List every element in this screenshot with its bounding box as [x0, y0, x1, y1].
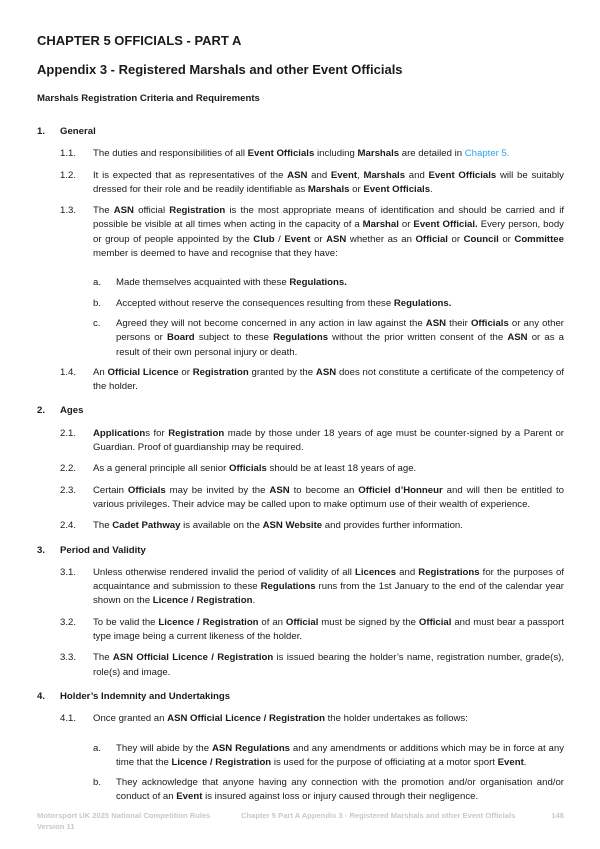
bold-term: Licences	[354, 566, 397, 578]
bold-term: Registration	[192, 366, 249, 378]
text-run: Accepted without reserve the consequences resulting from these	[116, 297, 394, 309]
bold-term: Registration	[168, 427, 225, 439]
clause	[60, 519, 564, 533]
bold-term: ASN	[287, 169, 308, 181]
clause-number: 2.2.	[60, 463, 77, 475]
text-run: .	[523, 756, 527, 768]
clause-text	[93, 147, 564, 161]
bold-term: Council	[463, 233, 499, 245]
text-run: member is deemed to have and recognise that they have:	[93, 248, 338, 260]
text-run: They acknowledge that anyone having any connection with the promotion and/or organisation and/or conduct of an	[116, 777, 564, 803]
bold-term: Event	[330, 169, 358, 181]
text-run: is used for the purpose of officiating at a motor sport	[271, 756, 498, 768]
bold-term: Registrations	[418, 566, 480, 578]
bold-term: Regulations.	[289, 277, 347, 289]
text-run: their	[446, 317, 471, 329]
text-run: Certain	[93, 484, 128, 496]
clause-number: 2.3.	[60, 484, 77, 496]
clause-number: 3.3.	[60, 652, 77, 664]
clause-text	[93, 169, 564, 198]
sub-clause-text	[116, 776, 564, 805]
clause-text	[93, 204, 564, 261]
text-run: or any other persons or	[116, 317, 564, 344]
bold-term: Event	[176, 791, 203, 803]
text-run: is available on the	[180, 520, 263, 532]
text-run: whether as an	[346, 233, 416, 245]
bold-term: ASN	[315, 366, 337, 378]
sub-clause	[93, 742, 564, 771]
bold-term: Officials	[229, 463, 267, 475]
text-run: and provides further information.	[322, 520, 463, 532]
text-run: must be signed by the	[318, 616, 419, 628]
clause-number: 1.3.	[60, 205, 77, 217]
footer-version: Version 11	[37, 822, 75, 831]
section-title: General	[60, 126, 96, 137]
text-run: made by those under 18 years of age must be counter-signed by a Parent or Guardian. Proof of guardianship may be required.	[93, 427, 565, 454]
section-subtitle: Marshals Registration Criteria and Requirements	[37, 93, 260, 104]
text-run: The	[93, 520, 113, 532]
bold-term: Licence / Registration	[158, 616, 259, 628]
clause-number: 1.4.	[60, 366, 77, 378]
text-run: are detailed in	[399, 148, 465, 160]
clause-text	[93, 519, 564, 533]
text-run: should be at least 18 years of age.	[266, 463, 417, 475]
section-heading	[37, 404, 564, 418]
text-run: does not constitute a certificate of the competency of the holder.	[93, 366, 564, 393]
text-run: The	[93, 205, 114, 217]
clause-number: 2.1.	[60, 427, 77, 439]
bold-term: Officials	[470, 317, 509, 329]
text-run: or	[178, 366, 193, 378]
text-run: The duties and responsibilities of all	[93, 148, 248, 160]
bold-term: Officiel d’Honneur	[358, 484, 443, 496]
text-run: It is expected that as representatives of the	[93, 169, 288, 181]
clause	[60, 147, 564, 161]
section-title: Period and Validity	[60, 544, 146, 556]
sub-clause	[93, 317, 564, 360]
footer-chapter: Chapter 5 Part A Appendix 3 - Registered Marshals and other Event Officials	[241, 811, 516, 820]
appendix-title: Appendix 3 - Registered Marshals and other Event Officials	[37, 62, 403, 77]
bold-term: ASN	[425, 317, 447, 329]
bold-term: Official	[418, 616, 452, 628]
text-run: or	[310, 233, 327, 245]
chapter-title: CHAPTER 5 OFFICIALS - PART A	[37, 33, 242, 48]
bold-term: Licence / Registration	[171, 756, 272, 768]
bold-term: ASN	[113, 205, 134, 217]
section-heading	[37, 690, 564, 704]
text-run: and will then be entitled to various privileges. Their advice may be called upon to make optimum use of their wealth of experience.	[93, 484, 564, 510]
text-run: Made themselves acquainted with these	[116, 277, 290, 289]
text-run: or	[447, 233, 464, 245]
clause-text	[93, 366, 564, 395]
text-run: and	[307, 169, 331, 181]
bold-term: Board	[166, 332, 195, 344]
bold-term: Event Official.	[413, 219, 478, 231]
bold-term: ASN	[326, 233, 347, 245]
sub-clause	[93, 776, 564, 805]
text-run: subject to these	[194, 332, 274, 344]
bold-term: Marshal	[362, 219, 399, 231]
sub-clause-letter: a.	[93, 742, 102, 754]
clause-text	[93, 462, 564, 476]
clause-text	[93, 616, 564, 645]
sub-clause-text	[116, 317, 564, 360]
text-run: .	[430, 183, 433, 195]
bold-term: Official Licence	[107, 366, 179, 378]
text-run: the holder undertakes as follows:	[324, 713, 468, 725]
text-run: runs from the 1st January to the end of the calendar year shown on the	[93, 581, 564, 607]
text-run: or	[349, 183, 364, 195]
clause	[60, 712, 564, 726]
clause-text	[93, 427, 564, 456]
section-number: 3.	[37, 544, 46, 556]
text-run: ,	[357, 169, 364, 181]
bold-term: Regulations	[260, 581, 316, 593]
text-run: is the most appropriate means of identification and should be carried and if possible be visible at all times when acting in the capacity of a	[93, 205, 564, 231]
text-run: The	[93, 652, 113, 664]
bold-term: Event	[497, 756, 524, 768]
clause-number: 1.1.	[60, 148, 77, 160]
text-run: may be invited by the	[165, 484, 270, 496]
clause	[60, 651, 564, 680]
text-run: granted by the	[248, 366, 316, 378]
sub-clause-letter: b.	[93, 777, 102, 789]
bold-term: ASN	[507, 332, 528, 344]
text-run: and	[396, 566, 419, 578]
clause	[60, 566, 564, 609]
text-run: s for	[145, 427, 169, 439]
text-run: will be suitably dressed for their role and be readily identifiable as	[93, 169, 564, 195]
text-run: and must bear a passport type image being a current likeness of the holder.	[93, 616, 564, 643]
bold-term: Committee	[514, 233, 564, 245]
clause-text	[93, 712, 564, 726]
text-run: or	[498, 233, 515, 245]
bold-term: Regulations.	[393, 297, 452, 309]
text-run: /	[274, 233, 285, 245]
bold-term: ASN Regulations	[211, 742, 291, 754]
sub-clause-letter: b.	[93, 297, 102, 309]
text-run: They will abide by the	[116, 742, 212, 754]
text-run: is issued bearing the holder’s name, registration number, grade(s), role(s) and image.	[93, 652, 564, 678]
text-run: for the purposes of acquaintance and submission to these	[93, 566, 564, 593]
bold-term: Licence / Registration	[152, 595, 253, 607]
sub-clause-letter: a.	[93, 277, 102, 289]
section-heading	[37, 125, 564, 139]
text-run: Every person, body or group of people appointed by the	[93, 219, 564, 245]
document-body	[37, 125, 564, 811]
text-run: An	[93, 366, 108, 378]
spacer	[37, 734, 564, 742]
text-run: and any amendments or additions which may be in force at any time that the	[116, 742, 565, 768]
bold-term: Event Officials	[363, 183, 431, 195]
clause-text	[93, 566, 564, 609]
section-number: 2.	[37, 405, 46, 417]
clause	[60, 169, 564, 198]
text-run: or as a result of their own personal injury or death.	[116, 332, 565, 358]
clause-number: 2.4.	[60, 520, 77, 532]
bold-term: Regulations	[273, 332, 329, 344]
text-run: As a general principle all senior	[93, 463, 229, 475]
bold-term: Official	[285, 616, 319, 628]
text-run: To be valid the	[93, 616, 159, 628]
clause	[60, 462, 564, 476]
sub-clause-letter: c.	[93, 317, 101, 329]
clause-number: 3.1.	[60, 566, 77, 578]
bold-term: Event	[284, 233, 311, 245]
section-number: 4.	[37, 690, 46, 702]
clause-number: 3.2.	[60, 616, 77, 628]
chapter-link[interactable]: Chapter 5.	[464, 148, 510, 160]
sub-clause	[93, 276, 564, 290]
text-run: and	[405, 169, 429, 181]
text-run: is insured against loss or injury caused through their negligence.	[202, 791, 479, 803]
text-run: without the prior written consent of the	[328, 332, 508, 344]
section-title: Ages	[60, 405, 84, 417]
page-number: 148	[551, 811, 564, 820]
sub-clause-text	[116, 297, 564, 311]
bold-term: Official	[415, 233, 448, 245]
clause-number: 4.1.	[60, 713, 77, 725]
sub-clause	[93, 297, 564, 311]
bold-term: Application	[93, 427, 146, 439]
clause-number: 1.2.	[60, 169, 77, 181]
text-run: Unless otherwise rendered invalid the period of validity of all	[93, 566, 355, 578]
text-run: official	[133, 205, 170, 217]
sub-clause-text	[116, 742, 564, 771]
spacer	[37, 268, 564, 276]
bold-term: Cadet Pathway	[112, 520, 181, 532]
text-run: Agreed they will not become concerned in any action in law against the	[116, 317, 426, 329]
section-title: Holder’s Indemnity and Undertakings	[60, 690, 231, 702]
clause	[60, 366, 564, 395]
clause	[60, 427, 564, 456]
bold-term: Officials	[127, 484, 166, 496]
bold-term: Event Officials	[428, 169, 497, 181]
bold-term: Club	[253, 233, 275, 245]
clause	[60, 616, 564, 645]
bold-term: ASN Official Licence / Registration	[112, 652, 274, 664]
bold-term: ASN	[269, 484, 290, 496]
text-run: or	[398, 219, 414, 231]
bold-term: Marshals	[357, 148, 400, 160]
section-number: 1.	[37, 126, 46, 137]
clause	[60, 484, 564, 513]
text-run: to become an	[289, 484, 359, 496]
clause-text	[93, 651, 564, 680]
bold-term: Marshals	[307, 183, 350, 195]
bold-term: ASN Official Licence / Registration	[167, 713, 325, 725]
clause	[60, 204, 564, 261]
clause-text	[93, 484, 564, 513]
sub-clause-text	[116, 276, 564, 290]
section-heading	[37, 544, 564, 558]
bold-term: ASN Website	[262, 520, 323, 532]
text-run: of an	[258, 616, 286, 628]
text-run: .	[252, 595, 256, 607]
bold-term: Event Officials	[247, 148, 315, 160]
text-run: including	[314, 148, 358, 160]
bold-term: Registration	[169, 205, 226, 217]
footer-publication: Motorsport UK 2025 National Competition Rules	[37, 811, 211, 820]
text-run: Once granted an	[93, 713, 168, 725]
bold-term: Marshals	[363, 169, 406, 181]
